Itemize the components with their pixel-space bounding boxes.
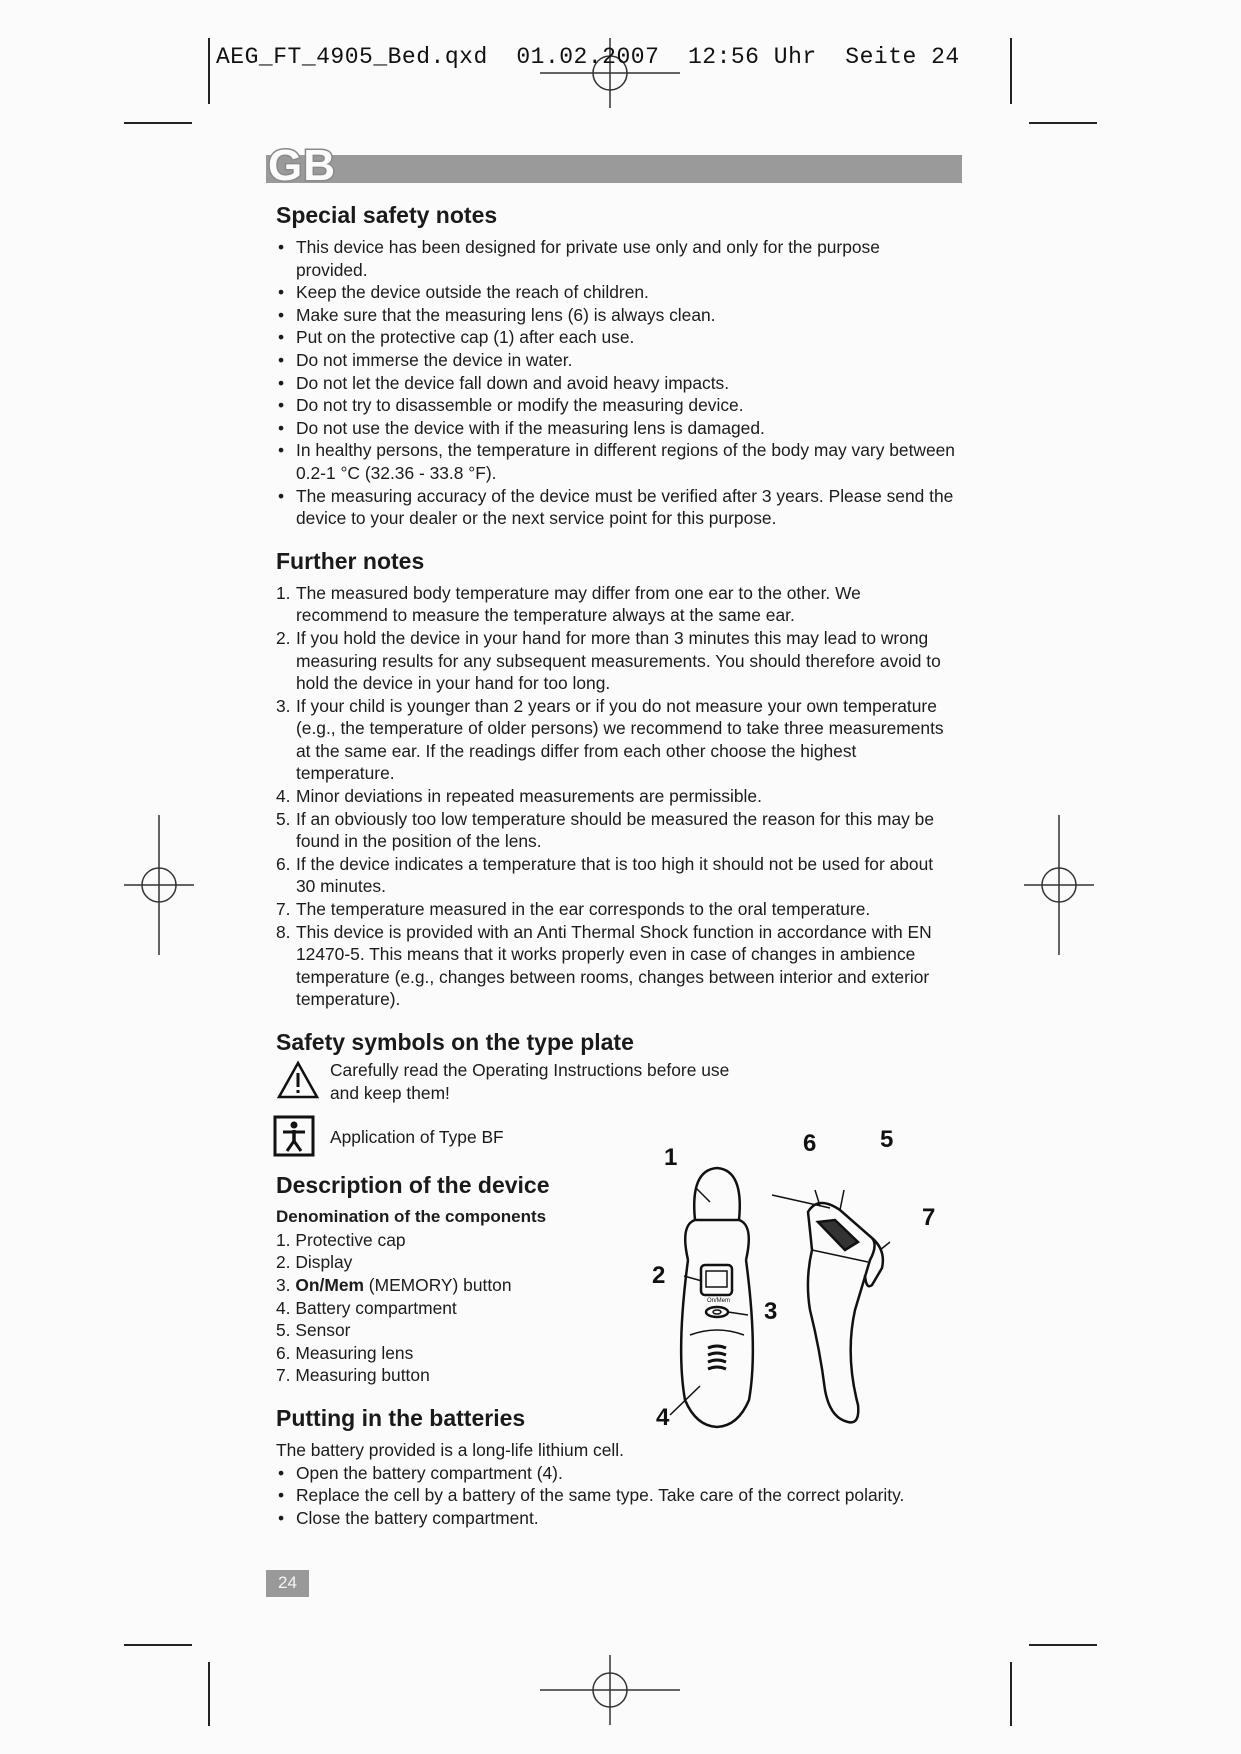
item-text: Minor deviations in repeated measurements are permissible. bbox=[296, 786, 762, 807]
item-number: 6. bbox=[276, 1342, 291, 1363]
list-item: • In healthy persons, the temperature in different regions of the body may vary between 0.2-1 °C (32.36 - 33.8 °F). bbox=[276, 439, 956, 484]
list-item: • Keep the device outside the reach of children. bbox=[276, 281, 956, 304]
item-text: If the device indicates a temperature that is too high it should not be used for about 30 minutes. bbox=[296, 853, 934, 897]
item-bold-text: On/Mem bbox=[295, 1274, 364, 1295]
item-text: The temperature measured in the ear corresponds to the oral temperature. bbox=[296, 899, 871, 920]
safety-symbols-section bbox=[276, 1027, 956, 1158]
further-notes-section bbox=[276, 546, 956, 1011]
item-text: Measuring button bbox=[295, 1365, 430, 1386]
item-number: 2. bbox=[276, 627, 291, 648]
list-item: • Open the battery compartment (4). bbox=[276, 1462, 956, 1485]
item-number: 1. bbox=[276, 1229, 291, 1250]
list-item: • Close the battery compartment. bbox=[276, 1507, 956, 1530]
warning-triangle-icon bbox=[276, 1059, 320, 1103]
list-item: • Do not let the device fall down and avoid heavy impacts. bbox=[276, 372, 956, 395]
crop-mark bbox=[124, 1644, 192, 1646]
list-item: • Do not try to disassemble or modify the measuring device. bbox=[276, 394, 956, 417]
crop-mark bbox=[1029, 1644, 1097, 1646]
item-text: Battery compartment bbox=[295, 1297, 457, 1318]
item-text: Sensor bbox=[295, 1320, 351, 1341]
crop-mark bbox=[1010, 1662, 1012, 1726]
batteries-list bbox=[276, 1462, 956, 1530]
callout-label-3: 3 bbox=[764, 1298, 778, 1325]
crop-mark bbox=[208, 1662, 210, 1726]
safety-list bbox=[276, 236, 956, 530]
item-number: 4. bbox=[276, 786, 291, 807]
crop-mark bbox=[1029, 122, 1097, 124]
item-number: 2. bbox=[276, 1252, 291, 1273]
callout-label-6: 6 bbox=[803, 1130, 817, 1157]
crop-mark bbox=[1010, 38, 1012, 104]
section-title: Special safety notes bbox=[276, 202, 498, 228]
print-slug-header: AEG_FT_4905_Bed.qxd 01.02.2007 12:56 Uhr Seite 24 bbox=[216, 44, 960, 70]
item-number: 7. bbox=[276, 1365, 291, 1386]
item-text: If your child is younger than 2 years or if you do not measure your own temperature (e.g., the temperature of older persons) we recommend to take three measurements at the same ear. If the readings differ from each other choose the highest temperature. bbox=[296, 695, 944, 784]
warning-symbol-row bbox=[276, 1059, 956, 1104]
crop-mark bbox=[208, 38, 210, 104]
callout-label-7: 7 bbox=[922, 1204, 936, 1231]
list-item: • Replace the cell by a battery of the same type. Take care of the correct polarity. bbox=[276, 1484, 956, 1507]
list-item bbox=[276, 695, 956, 785]
list-item: • Put on the protective cap (1) after each use. bbox=[276, 326, 956, 349]
section-title: Safety symbols on the type plate bbox=[276, 1029, 634, 1055]
list-item: • This device has been designed for private use only and only for the purpose provided. bbox=[276, 236, 956, 281]
bf-symbol-text: Application of Type BF bbox=[330, 1127, 504, 1148]
list-item bbox=[276, 785, 956, 808]
item-text: This device is provided with an Anti Thermal Shock function in accordance with EN 12470-5. This means that it works properly even in case of changes in ambience temperature (e.g., changes between rooms, changes between interior and exterior temperature). bbox=[296, 921, 932, 1010]
list-item: • Do not use the device with if the measuring lens is damaged. bbox=[276, 417, 956, 440]
special-safety-section bbox=[276, 200, 956, 530]
language-bar bbox=[266, 155, 962, 183]
item-number: 3. bbox=[276, 1274, 291, 1295]
list-item bbox=[276, 898, 956, 921]
list-item bbox=[276, 582, 956, 627]
type-bf-person-icon bbox=[272, 1114, 316, 1158]
thermometer-drawing bbox=[640, 1150, 960, 1435]
item-text: (MEMORY) button bbox=[363, 1274, 512, 1295]
list-item bbox=[276, 808, 956, 853]
side-view bbox=[808, 1190, 890, 1422]
item-text: The measured body temperature may differ from one ear to the other. We recommend to measure the temperature always at the same ear. bbox=[296, 582, 861, 626]
item-number: 3. bbox=[276, 695, 291, 716]
registration-mark-right bbox=[1024, 815, 1094, 955]
batteries-intro: The battery provided is a long-life lithium cell. bbox=[276, 1439, 624, 1460]
item-text: If you hold the device in your hand for more than 3 minutes this may lead to wrong measuring results for any subsequent measurements. You should therefore avoid to hold the device in your hand for too long. bbox=[296, 627, 941, 694]
item-number: 1. bbox=[276, 582, 291, 603]
thermometer-illustration bbox=[640, 1126, 960, 1435]
item-text: If an obviously too low temperature should be measured the reason for this may be found in the position of the lens. bbox=[296, 808, 935, 852]
section-title: Putting in the batteries bbox=[276, 1404, 526, 1431]
item-number: 7. bbox=[276, 899, 291, 920]
warning-symbol-text: Carefully read the Operating Instructions before use and keep them! bbox=[330, 1060, 730, 1103]
item-number: 8. bbox=[276, 921, 291, 942]
notes-list bbox=[276, 582, 956, 1011]
subsection-title: Denomination of the components bbox=[276, 1207, 547, 1227]
item-text: Measuring lens bbox=[295, 1342, 414, 1363]
list-item bbox=[276, 627, 956, 695]
section-title: Further notes bbox=[276, 547, 425, 574]
list-item: • Make sure that the measuring lens (6) is always clean. bbox=[276, 304, 956, 327]
item-text: Protective cap bbox=[295, 1229, 406, 1250]
callout-label-2: 2 bbox=[652, 1262, 666, 1289]
language-tag: GB bbox=[268, 141, 336, 190]
callout-label-1: 1 bbox=[664, 1144, 678, 1171]
front-view bbox=[670, 1168, 830, 1427]
item-text: Display bbox=[295, 1252, 353, 1273]
callout-label-4: 4 bbox=[656, 1404, 670, 1431]
list-item: • The measuring accuracy of the device must be verified after 3 years. Please send the device to your dealer or the next service point for this purpose. bbox=[276, 485, 956, 530]
callout-label-5: 5 bbox=[880, 1126, 894, 1153]
crop-mark bbox=[124, 122, 192, 124]
item-number: 5. bbox=[276, 808, 291, 829]
registration-mark-left bbox=[124, 815, 194, 955]
item-number: 6. bbox=[276, 853, 291, 874]
list-item bbox=[276, 921, 956, 1011]
list-item bbox=[276, 853, 956, 898]
section-title: Description of the device bbox=[276, 1172, 550, 1199]
on-mem-button-label: On/Mem bbox=[707, 1298, 731, 1304]
item-number: 4. bbox=[276, 1297, 291, 1318]
registration-mark-bottom bbox=[540, 1655, 680, 1725]
item-number: 5. bbox=[276, 1320, 291, 1341]
list-item: • Do not immerse the device in water. bbox=[276, 349, 956, 372]
page-number: 24 bbox=[266, 1570, 309, 1597]
